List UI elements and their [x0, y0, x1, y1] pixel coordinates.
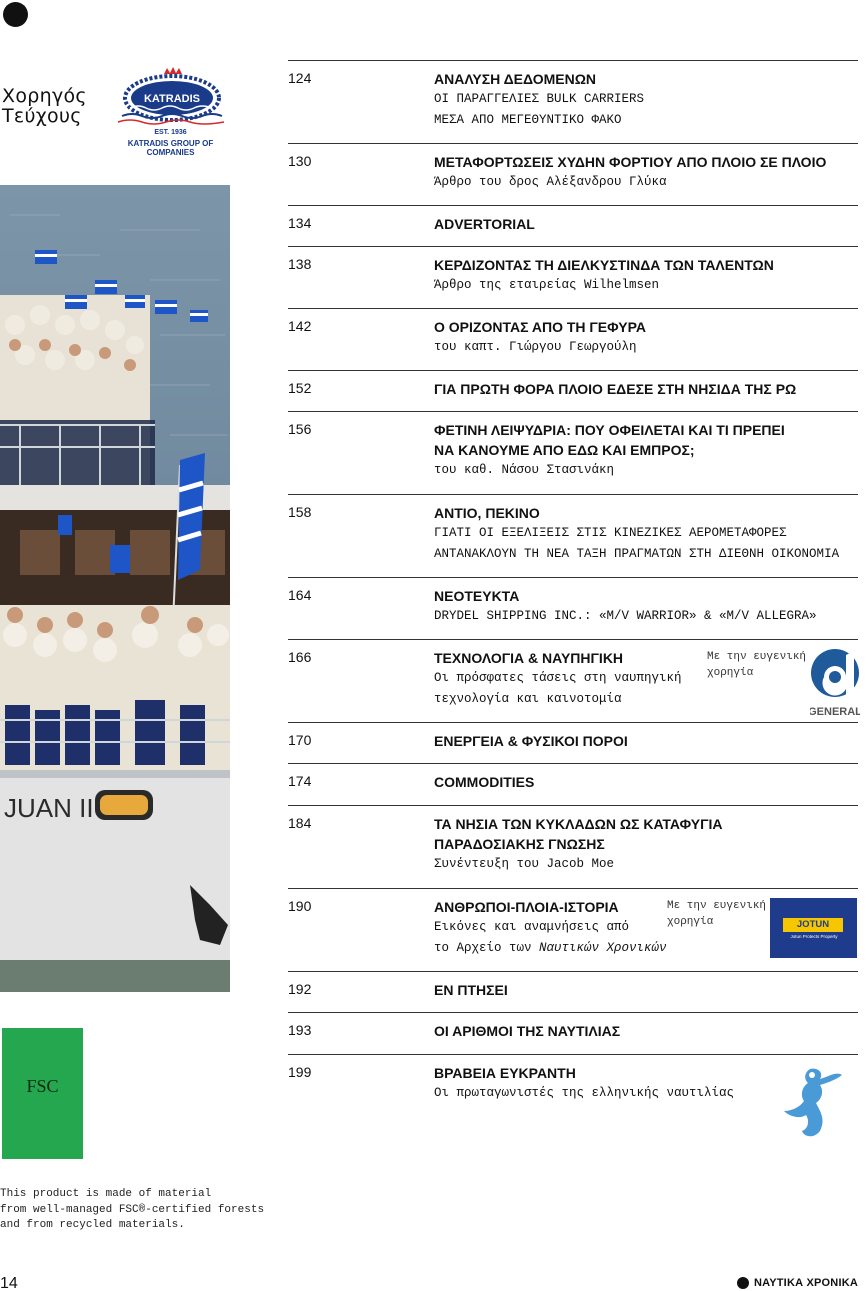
toc-page-number: 199 [288, 1064, 312, 1080]
toc-page-number: 124 [288, 70, 312, 86]
toc-entry[interactable] [288, 1054, 858, 1116]
sponsor-label [2, 86, 87, 126]
toc-entry[interactable] [288, 1012, 858, 1054]
toc-title: ΕΝΕΡΓΕΙΑ & ΦΥΣΙΚΟΙ ΠΟΡΟΙ [434, 733, 628, 749]
toc-page-number: 142 [288, 318, 312, 334]
courtesy-line: Με την ευγενική [707, 651, 807, 663]
toc-title: ADVERTORIAL [434, 216, 535, 232]
toc-page-number: 190 [288, 898, 312, 914]
toc-subtitle: Συνέντευξη του Jacob Moe [434, 857, 615, 871]
fsc-badge [2, 1028, 83, 1159]
courtesy-line: χορηγία [667, 916, 714, 928]
toc-title: ΝΑ ΚΑΝΟΥΜΕ ΑΠΟ ΕΔΩ ΚΑΙ ΕΜΠΡΟΣ; [434, 442, 695, 458]
toc-entry[interactable] [288, 805, 858, 888]
sponsor-label-line1: Χορηγός [2, 85, 87, 107]
fsc-badge-text: FSC [26, 1076, 59, 1096]
toc-subtitle: DRYDEL SHIPPING INC.: «M/V WARRIOR» & «M/V ALLEGRA» [434, 609, 817, 623]
toc-page-number: 192 [288, 981, 312, 997]
toc-subtitle: ΓΙΑΤΙ ΟΙ ΕΞΕΛΙΞΕΙΣ ΣΤΙΣ ΚΙΝΕΖΙΚΕΣ ΑΕΡΟΜΕΤΑΦΟΡΕΣ [434, 526, 787, 540]
courtesy-line: χορηγία [707, 667, 754, 679]
toc-entry[interactable] [288, 205, 858, 246]
toc-title: ΑΝΑΛΥΣΗ ΔΕΔΟΜΕΝΩΝ [434, 71, 597, 87]
toc-page-number: 158 [288, 504, 312, 520]
fsc-note-line1: This product is made of material [0, 1188, 212, 1200]
toc-entry[interactable] [288, 763, 858, 805]
toc-title: ΒΡΑΒΕΙΑ ΕΥΚΡΑΝΤΗ [434, 1065, 576, 1081]
toc-title: ΚΕΡΔΙΖΟΝΤΑΣ ΤΗ ΔΙΕΛΚΥΣΤΙΝΔΑ ΤΩΝ ΤΑΛΕΝΤΩΝ [434, 257, 774, 273]
toc-entry[interactable] [288, 60, 858, 143]
toc-title: ΠΑΡΑΔΟΣΙΑΚΗΣ ΓΝΩΣΗΣ [434, 836, 605, 852]
jotun-tagline: Jotun Protects Property [790, 934, 838, 939]
katradis-logo-name: KATRADIS [143, 93, 201, 105]
toc-page-number: 138 [288, 256, 312, 272]
toc-page-number: 134 [288, 215, 312, 231]
toc-subtitle: του καπτ. Γιώργου Γεωργούλη [434, 340, 637, 354]
toc-title: ΑΝΤΙΟ, ΠΕΚΙΝΟ [434, 505, 540, 521]
sponsor-courtesy [707, 649, 806, 681]
toc-entry[interactable] [288, 577, 858, 639]
toc-page-number: 184 [288, 815, 312, 831]
ship-name: JUAN II [4, 793, 94, 823]
katradis-emblem-icon [108, 66, 233, 128]
magazine-logo-icon [3, 2, 28, 27]
fsc-note-line3: and from recycled materials. [0, 1219, 185, 1231]
fsc-note-line2: from well-managed FSC®-certified forests [0, 1203, 265, 1216]
toc-entry[interactable] [288, 722, 858, 763]
toc-title: ΤΕΧΝΟΛΟΓΙΑ & ΝΑΥΠΗΓΙΚΗ [434, 650, 624, 666]
toc-title: ΕΝ ΠΤΗΣΕΙ [434, 982, 508, 998]
toc-title: ΟΙ ΑΡΙΘΜΟΙ ΤΗΣ ΝΑΥΤΙΛΙΑΣ [434, 1023, 621, 1039]
toc-page-number: 166 [288, 649, 312, 665]
toc-title: ΜΕΤΑΦΟΡΤΩΣΕΙΣ ΧΥΔΗΝ ΦΟΡΤΙΟΥ ΑΠΟ ΠΛΟΙΟ ΣΕ ΠΛΟΙΟ [434, 154, 827, 170]
general-logo-text: GENERAL [810, 706, 860, 718]
jotun-logo-text: JOTUN [783, 918, 843, 932]
toc-page-number: 174 [288, 773, 312, 789]
katradis-group: KATRADIS GROUP OF COMPANIES [127, 139, 214, 157]
katradis-logo [108, 66, 233, 157]
toc-subtitle: Οι πρωταγωνιστές της ελληνικής ναυτιλίας [434, 1086, 735, 1100]
toc-subtitle: ΟΙ ΠΑΡΑΓΓΕΛΙΕΣ BULK CARRIERS [434, 92, 645, 106]
toc-subtitle: τεχνολογία και καινοτομία [434, 692, 622, 706]
toc-title: ΝΕΟΤΕΥΚΤΑ [434, 588, 520, 604]
toc-subtitle: ΑΝΤΑΝΑΚΛΟΥΝ ΤΗ ΝΕΑ ΤΑΞΗ ΠΡΑΓΜΑΤΩΝ ΣΤΗ ΔΙΕΘΝΗ ΟΙΚΟΝΟΜΙΑ [434, 547, 840, 561]
toc-entry[interactable] [288, 143, 858, 205]
page-number: 14 [0, 1275, 18, 1291]
toc-subtitle-plain: το Αρχείο των [434, 941, 540, 955]
toc-page-number: 164 [288, 587, 312, 603]
toc-entry[interactable] [288, 246, 858, 308]
toc-subtitle: Άρθρο της εταιρείας Wilhelmsen [434, 278, 660, 292]
toc-subtitle: Άρθρο του δρος Αλέξανδρου Γλύκα [434, 175, 667, 189]
toc-page-number: 130 [288, 153, 312, 169]
toc-subtitle: του καθ. Νάσου Στασινάκη [434, 463, 615, 477]
toc-title: ΤΑ ΝΗΣΙΑ ΤΩΝ ΚΥΚΛΑΔΩΝ ΩΣ ΚΑΤΑΦΥΓΙΑ [434, 816, 723, 832]
fsc-note [0, 1187, 270, 1234]
general-sponsor-logo [810, 645, 860, 720]
toc-page-number: 170 [288, 732, 312, 748]
toc-entry[interactable] [288, 370, 858, 411]
toc-subtitle: Οι πρόσφατες τάσεις στη ναυπηγική [434, 671, 682, 685]
toc-title: ΑΝΘΡΩΠΟΙ-ΠΛΟΙΑ-ΙΣΤΟΡΙΑ [434, 899, 619, 915]
brand-logo-icon [737, 1277, 749, 1289]
jotun-sponsor-logo [770, 898, 857, 958]
footer-brand-text: ΝΑΥΤΙΚΑ ΧΡΟΝΙΚΑ [753, 1277, 858, 1289]
toc-entry[interactable] [288, 639, 858, 722]
eukranth-award-icon [780, 1065, 850, 1140]
toc-title: Ο ΟΡΙΖΟΝΤΑΣ ΑΠΟ ΤΗ ΓΕΦΥΡΑ [434, 319, 646, 335]
footer-brand [737, 1277, 858, 1289]
sponsor-label-line2: Τεύχους [2, 105, 82, 127]
toc-entry[interactable] [288, 308, 858, 370]
toc-page-number: 193 [288, 1022, 312, 1038]
toc-subtitle: ΜΕΣΑ ΑΠΟ ΜΕΓΕΘΥΝΤΙΚΟ ΦΑΚΟ [434, 113, 622, 127]
toc-page-number: 152 [288, 380, 312, 396]
toc-entry[interactable] [288, 971, 858, 1012]
toc-title: COMMODITIES [434, 774, 535, 790]
toc-entry[interactable] [288, 494, 858, 577]
toc-page-number: 156 [288, 421, 312, 437]
sponsor-courtesy [667, 898, 766, 930]
toc-entry[interactable] [288, 411, 858, 494]
katradis-est: EST. 1936 [154, 129, 187, 136]
olympic-boat-photo [0, 185, 230, 992]
toc-title: ΓΙΑ ΠΡΩΤΗ ΦΟΡΑ ΠΛΟΙΟ ΕΔΕΣΕ ΣΤΗ ΝΗΣΙΔΑ ΤΗΣ ΡΩ [434, 381, 797, 397]
toc-subtitle: Εικόνες και αναμνήσεις από [434, 920, 630, 934]
courtesy-line: Με την ευγενική [667, 900, 767, 912]
toc-title: ΦΕΤΙΝΗ ΛΕΙΨΥΔΡΙΑ: ΠΟΥ ΟΦΕΙΛΕΤΑΙ ΚΑΙ ΤΙ ΠΡΕΠΕΙ [434, 422, 785, 438]
toc-subtitle-italic: Ναυτικών Χρονικών [539, 941, 667, 955]
